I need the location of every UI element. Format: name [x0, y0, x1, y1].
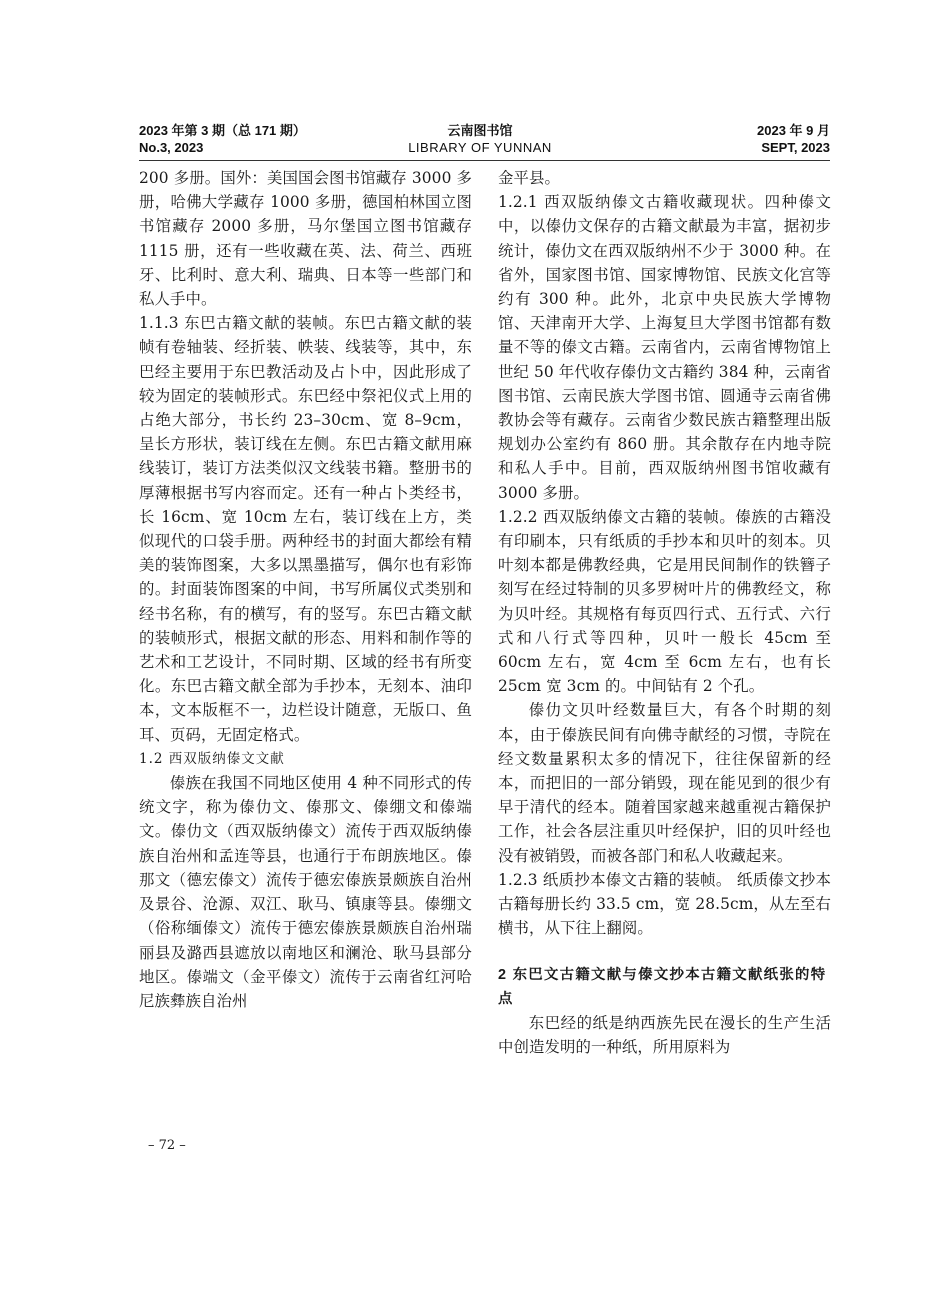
- header-rule: [139, 160, 830, 161]
- page-number: – 72 –: [148, 1138, 186, 1153]
- paragraph: 傣仂文贝叶经数量巨大，有各个时期的刻本，由于傣族民间有向佛寺献经的习惯，寺院在经文数量累积太多的情况下，往往保留新的经本，而把旧的一部分销毁，现在能见到的很少有早于清代的经本。随着国家越来越重视古籍保护工作，社会各层注重贝叶经保护，旧的贝叶经也没有被销毁，而被各部门和私人收藏起来。: [498, 701, 831, 865]
- date-line-en: SEPT, 2023: [761, 140, 830, 155]
- journal-title-en: LIBRARY OF YUNNAN: [408, 140, 552, 155]
- journal-title-cn: 云南图书馆: [447, 123, 513, 138]
- journal-date: [757, 122, 830, 156]
- paragraph: 1.2.3 纸质抄本傣文古籍的装帧。 纸质傣文抄本古籍每册长约 33.5 cm，宽 28.5cm，从左至右横书，从下往上翻阅。: [498, 870, 831, 938]
- paragraph: 1.1.3 东巴古籍文献的装帧。东巴古籍文献的装帧有卷轴装、经折装、帙装、线装等，其中，东巴经主要用于东巴教活动及占卜中，因此形成了较为固定的装帧形式。东巴经中祭祀仪式上用的占绝大部分，书长约 23–30cm、宽 8–9cm，呈长方形状，装订线在左侧。东巴古籍文献用麻线装订，装订方法类似汉文线装书籍。整册书的厚薄根据书写内容而定。还有一种占卜类经书，长 16cm、宽 10cm 左右，装订线在上方，类似现代的口袋手册。两种经书的封面大都绘有精美的装饰图案，大多以黑墨描写，偶尔也有彩饰的。封面装饰图案的中间，书写所属仪式类别和经书名称，有的横写，有的竖写。东巴古籍文献的装帧形式，根据文献的形态、用料和制作等的艺术和工艺设计，不同时期、区域的经书有所变化。东巴古籍文献全部为手抄本，无刻本、油印本，文本版框不一，边栏设计随意，无版口、鱼耳、页码，无固定格式。: [139, 314, 472, 744]
- section-heading: 2 东巴文古籍文献与傣文抄本古籍文献纸张的特点: [498, 966, 827, 1007]
- issue-line-en: No.3, 2023: [139, 140, 204, 155]
- issue-line-cn: 2023 年第 3 期（总 171 期）: [139, 123, 306, 138]
- left-column: [139, 166, 472, 1013]
- paragraph: 1.2.1 西双版纳傣文古籍收藏现状。四种傣文中，以傣仂文保存的古籍文献最为丰富，据初步统计，傣仂文在西双版纳州不少于 3000 种。在省外，国家图书馆、国家博物馆、民族文化宫等约有 300 种。此外，北京中央民族大学博物馆、天津南开大学、上海复旦大学图书馆都有数量不等的傣文古籍。云南省内，云南省博物馆上世纪 50 年代收存傣仂文古籍约 384 种，云南省图书馆、云南民族大学图书馆、圆通寺云南省佛教协会等有藏存。云南省少数民族古籍整理出版规划办公室约有 860 册。其余散存在内地寺院和私人手中。目前，西双版纳州图书馆收藏有 3000 多册。: [498, 193, 831, 502]
- journal-title: [380, 122, 580, 156]
- paragraph: 金平县。: [498, 169, 560, 187]
- section-subheading: 1.2 西双版纳傣文文献: [139, 750, 285, 767]
- paragraph: 傣族在我国不同地区使用 4 种不同形式的传统文字，称为傣仂文、傣那文、傣绷文和傣端文。傣仂文（西双版纳傣文）流传于西双版纳傣族自治州和孟连等县，也通行于布朗族地区。傣那文（德宏傣文）流传于德宏傣族景颇族自治州及景谷、沧源、双江、耿马、镇康等县。傣绷文（俗称缅傣文）流传于德宏傣族景颇族自治州瑞丽县及潞西县遮放以南地区和澜沧、耿马县部分地区。傣端文（金平傣文）流传于云南省红河哈尼族彝族自治州: [139, 774, 472, 1010]
- date-line-cn: 2023 年 9 月: [757, 123, 830, 138]
- journal-issue: [139, 122, 306, 156]
- paragraph: 1.2.2 西双版纳傣文古籍的装帧。傣族的古籍没有印刷本，只有纸质的手抄本和贝叶的刻本。贝叶刻本都是佛教经典，它是用民间制作的铁簪子刻写在经过特制的贝多罗树叶片的佛教经文，称为贝叶经。其规格有每页四行式、五行式、六行式和八行式等四种，贝叶一般长 45cm 至 60cm 左右，宽 4cm 至 6cm 左右，也有长 25cm 宽 3cm 的。中间钻有 2 个孔。: [498, 507, 831, 696]
- paragraph: 200 多册。国外：美国国会图书馆藏存 3000 多册，哈佛大学藏存 1000 多册，德国柏林国立图书馆藏存 2000 多册，马尔堡国立图书馆藏存 1115 册，还有一些收藏在英、法、荷兰、西班牙、比利时、意大利、瑞典、日本等一些部门和私人手中。: [139, 169, 472, 309]
- paragraph: 东巴经的纸是纳西族先民在漫长的生产生活中创造发明的一种纸，所用原料为: [498, 1013, 831, 1056]
- right-column: [498, 166, 831, 1059]
